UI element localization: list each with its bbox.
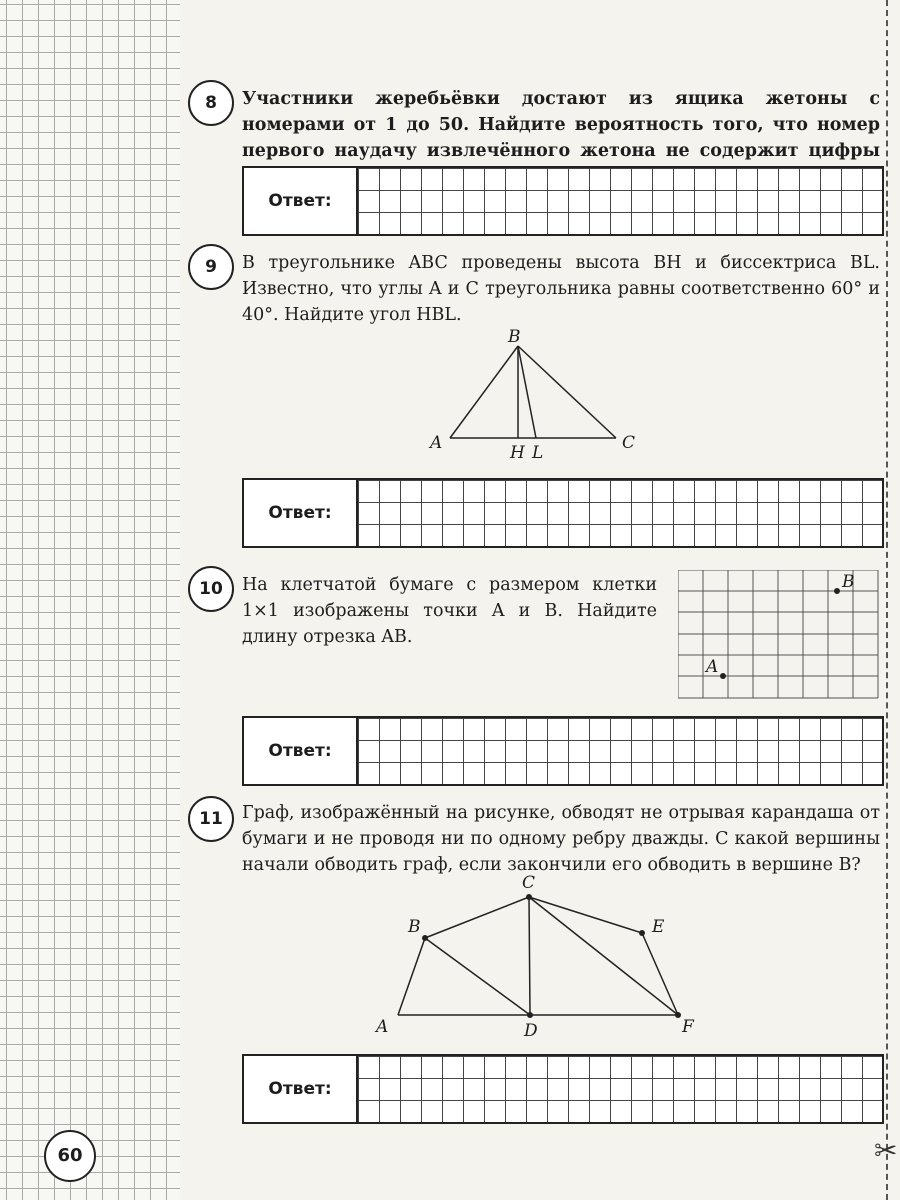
answer-cells[interactable] [358,168,882,234]
triangle-figure [420,326,650,466]
task-text: На клетчатой бумаге с размером клетки 1×1 изображены точки A и B. Найдите длину отрезка AB. [242,575,657,647]
answer-cells[interactable] [358,718,882,784]
answer-label: Ответ: [244,480,358,546]
answer-box[interactable] [242,1054,884,1124]
task-number: 11 [188,796,234,842]
task-number: 8 [188,80,234,126]
answer-box[interactable] [242,166,884,236]
label-A: A [706,657,719,677]
task-text: В треугольнике ABC проведены высота BH и биссектриса BL. Известно, что углы A и C треугольника равны соответственно 60° и 40°. Найдите угол HBL. [242,253,880,325]
task-text: Участники жеребьёвки достают из ящика жетоны с номерами от 1 до 50. Найдите вероятность того, что номер первого наудачу извлечённого жетона не содержит цифры [242,89,880,161]
label-B: B [842,572,855,592]
label-C: C [522,873,536,893]
answer-cells[interactable] [358,480,882,546]
label-H: H [510,443,525,463]
label-D: D [524,1021,538,1041]
answer-label: Ответ: [244,1056,358,1122]
answer-label: Ответ: [244,168,358,234]
label-F: F [682,1017,694,1037]
label-L: L [532,443,544,463]
label-A: A [430,433,443,453]
page-number: 60 [44,1130,96,1182]
label-E: E [652,917,665,937]
task-number: 10 [188,566,234,612]
answer-box[interactable] [242,716,884,786]
scissors-icon: ✂ [874,1134,898,1167]
task-text: Граф, изображённый на рисунке, обводят не отрывая карандаша от бумаги и не проводя ни по одному ребру дважды. С какой вершины начали обводить граф, если закончили его обводить в вершине B? [242,803,880,875]
label-C: C [622,433,636,453]
grid-figure [678,570,882,700]
margin-grid [0,0,180,1200]
label-A: A [376,1017,389,1037]
graph-figure [360,870,710,1045]
task-number: 9 [188,244,234,290]
cut-line [886,0,888,1200]
answer-cells[interactable] [358,1056,882,1122]
answer-box[interactable] [242,478,884,548]
label-B: B [408,917,421,937]
answer-label: Ответ: [244,718,358,784]
label-B: B [508,327,521,347]
